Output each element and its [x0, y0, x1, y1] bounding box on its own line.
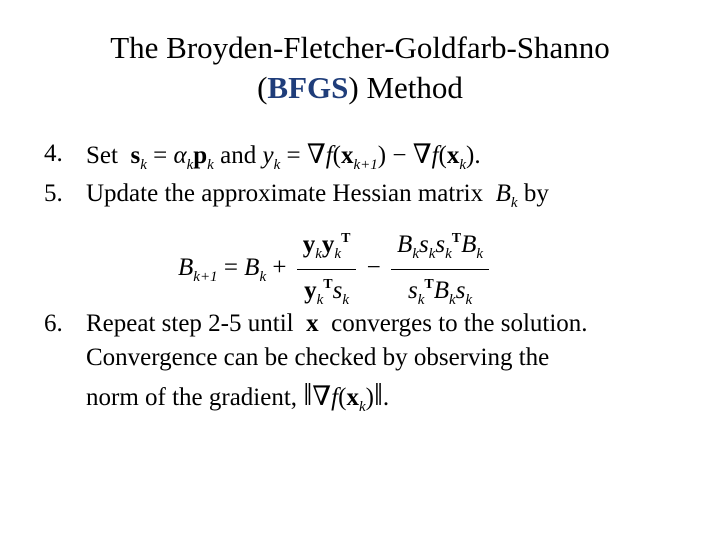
- step-6-text-a: Repeat step 2-5 until: [86, 310, 294, 337]
- step-6-text-period: .: [382, 384, 390, 411]
- step-5-text: Update the approximate Hessian matrix: [86, 180, 484, 207]
- step-5-symbol-b: $B_k$: [495, 180, 518, 211]
- bfgs-first-term: $\frac{y_ky_k^T}{y_k^Ts_k}$: [297, 224, 357, 315]
- gradient-norm-formula: $‖\nabla f(x_k)‖$: [303, 376, 383, 415]
- title-paren-open: (: [257, 70, 268, 105]
- step-6-line-3: [86, 378, 389, 423]
- title-line-1: The Broyden-Fletcher-Goldfarb-Shanno: [110, 30, 610, 65]
- step-6-text-c: norm of the gradient,: [86, 384, 298, 411]
- step-4-text-period: .: [474, 142, 481, 169]
- step-6-number: 6.: [44, 310, 63, 337]
- step-5-line: [86, 178, 549, 219]
- step-6-line-2: Convergence can be checked by observing the: [86, 344, 550, 371]
- step-4-number: 4.: [44, 140, 63, 167]
- title-line-2: [0, 68, 720, 108]
- step-6-text-b: converges to the solution.: [331, 310, 588, 337]
- step-5-number: 5.: [44, 180, 63, 207]
- step-5-text-by: by: [523, 180, 549, 207]
- step-4-text-and: and: [220, 142, 257, 169]
- step-4-formula-s: $s_k = \alpha_kp_k$: [130, 142, 214, 173]
- slide-title: [0, 28, 720, 108]
- step-6-line-1: [86, 308, 588, 340]
- bfgs-second-term: $\frac{B_ks_ks_k^TB_k}{s_k^TB_ks_k}$: [391, 224, 489, 315]
- bfgs-update-equation: $B_{k+1} = B_k$ + $\frac{y_ky_k^T}{y_k^Ts_k}$ − $\frac{B_ks_ks_k^TB_k}{s_k^TB_ks_k}$: [178, 224, 493, 315]
- step-4-line: [86, 138, 481, 181]
- step-4-formula-y: $y_k = \nabla f(x_{k+1}) - \nabla f(x_k)$: [262, 139, 475, 173]
- step-6-symbol-x: x: [299, 310, 325, 337]
- step-4-text-set: Set: [86, 142, 118, 169]
- title-acronym: BFGS: [267, 70, 349, 105]
- title-line-2-rest: ) Method: [348, 70, 463, 105]
